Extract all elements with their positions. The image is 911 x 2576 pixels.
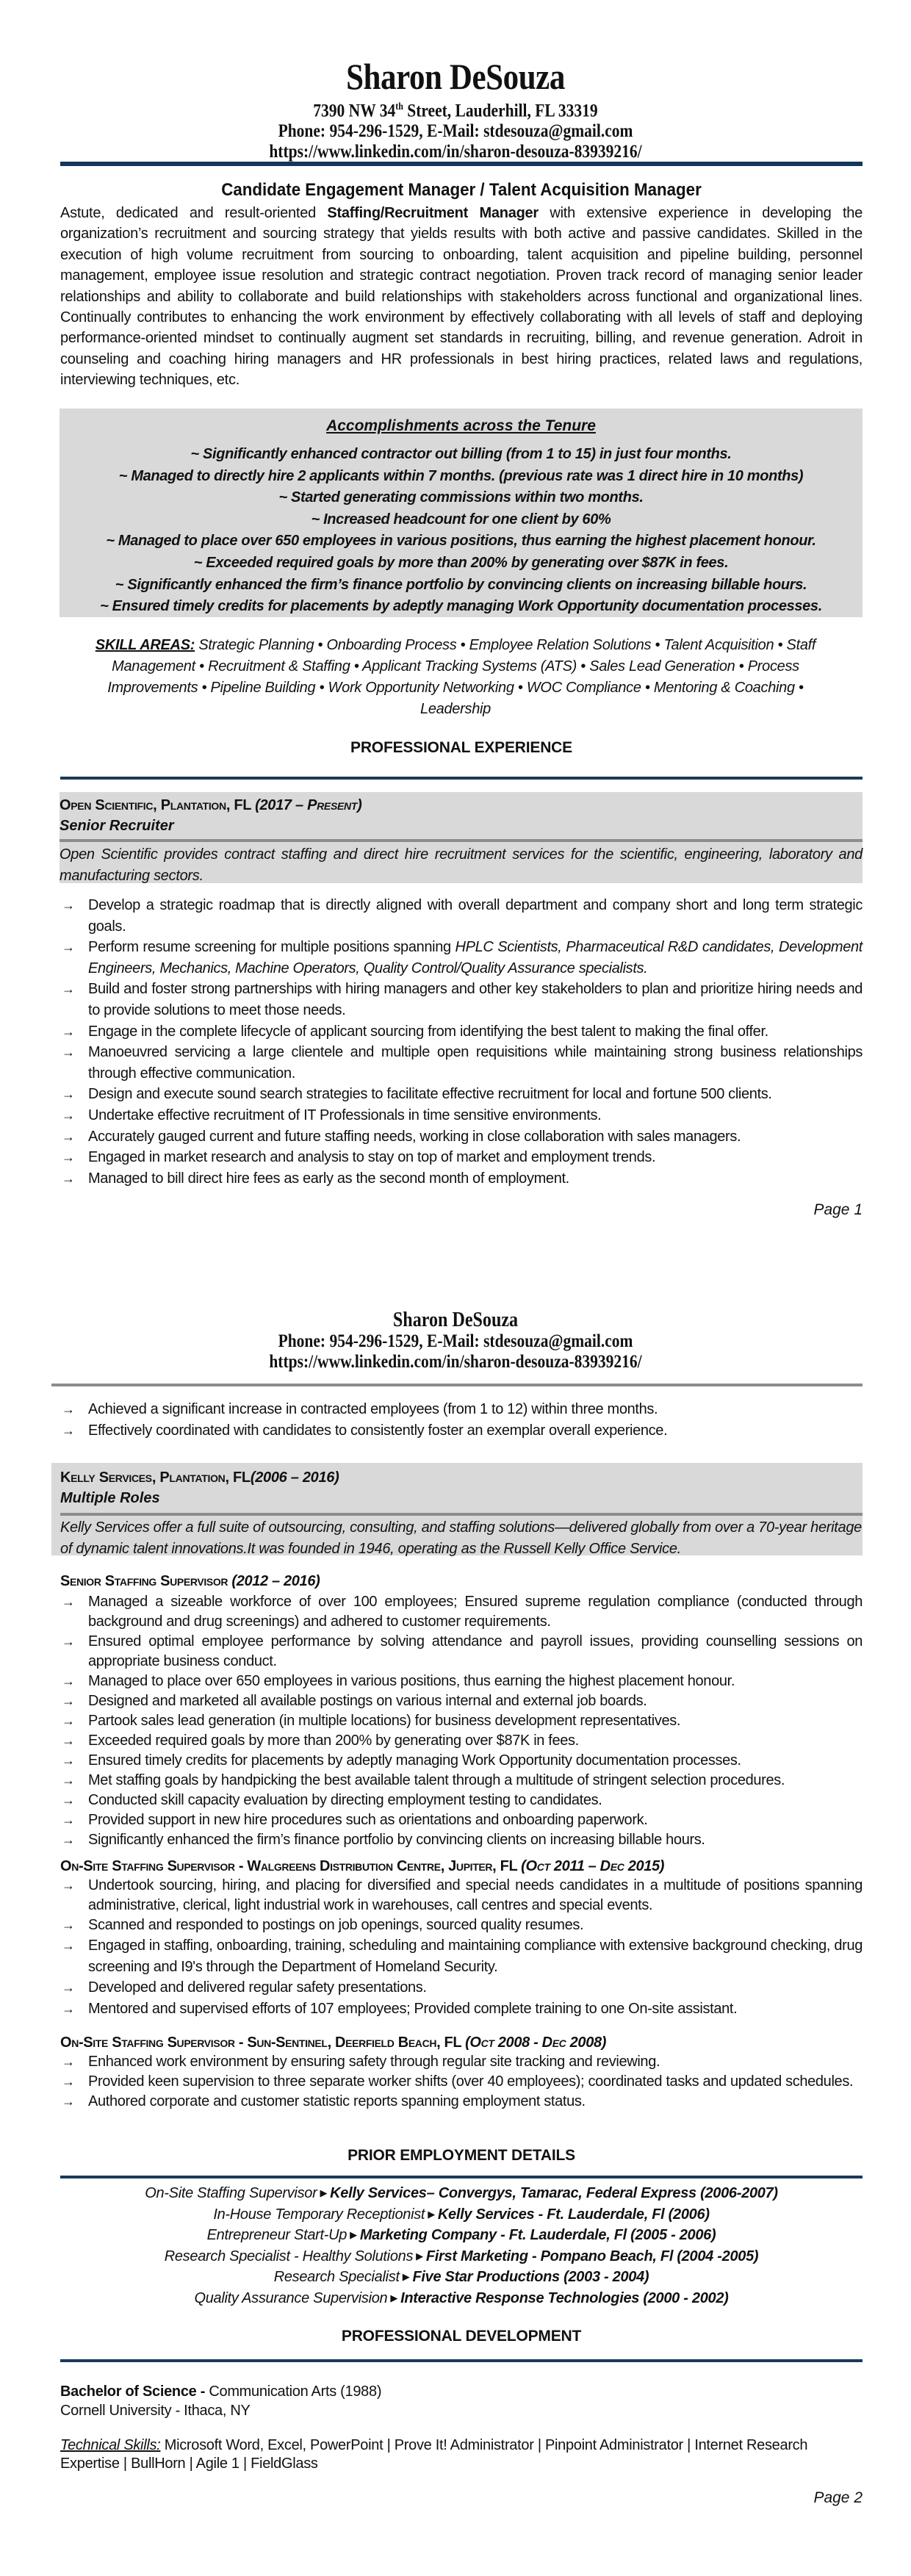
accomplishment-item: ~ Significantly enhanced contractor out billing (from 1 to 15) in just four months.: [190, 446, 732, 462]
summary-intro: Astute, dedicated and result-oriented: [60, 205, 328, 221]
header-divider: [60, 162, 863, 166]
job-divider: [60, 1513, 863, 1516]
bullet-text: Partook sales lead generation (in multiple locations) for business development representatives.: [88, 1713, 681, 1729]
arrow-icon: →: [62, 1402, 75, 1417]
prior-employment-item: [60, 2183, 863, 2204]
arrow-icon: →: [62, 982, 75, 997]
bullet-item: [60, 1876, 863, 1915]
prior-organization: First Marketing - Pompano Beach, Fl (2004 -2005): [425, 2248, 759, 2264]
arrow-icon: →: [62, 1594, 75, 1609]
job-company: [60, 795, 863, 816]
address-ordinal: th: [395, 101, 403, 112]
arrow-icon: →: [62, 1733, 75, 1748]
bullet-item: [60, 937, 863, 979]
accomplishment-item: ~ Increased headcount for one client by 60%: [311, 511, 611, 528]
bullet-item: [60, 1977, 863, 1998]
job-role: Multiple Roles: [60, 1490, 160, 1506]
technical-skills-label: Technical Skills:: [60, 2437, 161, 2453]
bullet-text: Perform resume screening for multiple positions spanning: [88, 939, 455, 956]
prior-employment-list: [60, 2183, 863, 2309]
bullet-item: [60, 1420, 863, 1442]
bullet-item: [60, 1691, 863, 1711]
role-title: Senior Staffing Supervisor: [60, 1573, 232, 1589]
bullet-text: Authored corporate and customer statistic reports spanning employment status.: [88, 2093, 586, 2109]
arrow-icon: →: [62, 1087, 75, 1102]
bullet-item: [60, 1168, 863, 1190]
accomplishments-list: [60, 444, 863, 618]
arrow-icon: →: [62, 1674, 75, 1688]
bullet-text: Engage in the complete lifecycle of applicant sourcing from identifying the best talent to making the final offer.: [88, 1023, 768, 1040]
skill-areas: [73, 635, 838, 720]
bullet-text: Exceeded required goals by more than 200% by generating over $87K in fees.: [88, 1733, 579, 1749]
bullet-text: Engaged in market research and analysis to stay on top of market and employment trends.: [88, 1149, 656, 1166]
bullet-text: Conducted skill capacity evaluation by directing employment testing to candidates.: [88, 1792, 602, 1808]
prior-organization: Marketing Company - Ft. Lauderdale, Fl (2005 - 2006): [359, 2227, 716, 2243]
arrow-icon: →: [62, 1634, 75, 1649]
arrow-icon: →: [62, 1694, 75, 1708]
triangle-right-icon: ▶: [402, 2271, 410, 2282]
degree-field: Communication Arts (1988): [209, 2383, 382, 2400]
role-title: On-Site Staffing Supervisor - Sun-Sentinel, Deerfield Beach, FL: [60, 2034, 466, 2051]
prior-role: On-Site Staffing Supervisor: [145, 2185, 317, 2201]
degree-line: [60, 2382, 863, 2401]
arrow-icon: →: [62, 940, 75, 955]
address-rest: Street, Lauderhill, FL 33319: [403, 101, 598, 121]
bullet-text: Build and foster strong partnerships with hiring managers and other key stakeholders to plan and prioritize hiring needs and to provide solutions to meet those needs.: [88, 981, 863, 1018]
bullet-text: Managed a sizeable workforce of over 100 employees; Ensured supreme regulation compliance (conducted through background and drug screenings) and adhered to customer requirements.: [88, 1594, 863, 1630]
arrow-icon: →: [62, 1793, 75, 1807]
bullet-text: Design and execute sound search strategies to facilitate effective recruitment for local and fortune 500 clients.: [88, 1086, 772, 1103]
bullet-text: Developed and delivered regular safety presentations.: [88, 1979, 427, 1996]
professional-title: Candidate Engagement Manager / Talent Acquisition Manager: [221, 180, 702, 200]
accomplishment-item: ~ Exceeded required goals by more than 200% by generating over $87K in fees.: [193, 554, 729, 571]
company-description: Open Scientific provides contract staffing and direct hire recruitment services for the scientific, engineering, laboratory and manufacturing sectors.: [60, 846, 863, 884]
technical-skills: [60, 2436, 810, 2473]
linkedin-link[interactable]: https://www.linkedin.com/in/sharon-desouza-83939216/: [269, 1352, 642, 1372]
bullet-item: [60, 1830, 863, 1850]
bullet-item: [60, 1711, 863, 1731]
bullet-item: [60, 1042, 863, 1084]
arrow-icon: →: [62, 898, 75, 913]
candidate-name: Sharon DeSouza: [392, 1309, 519, 1331]
section-divider: [60, 2359, 863, 2362]
job-company: [60, 1467, 863, 1488]
page-number: Page 1: [813, 1201, 863, 1218]
job-header-open-scientific: [60, 792, 863, 883]
arrow-icon: →: [62, 1045, 75, 1060]
arrow-icon: →: [62, 1753, 75, 1768]
technical-skills-list: Microsoft Word, Excel, PowerPoint | Prove It! Administrator | Pinpoint Administrator | Internet Research Expertise | BullHorn | Agile 1 | FieldGlass: [60, 2437, 808, 2472]
bullet-item: [60, 979, 863, 1021]
prior-employment-item: [60, 2246, 863, 2267]
arrow-icon: →: [62, 2054, 75, 2069]
triangle-right-icon: ▶: [350, 2229, 357, 2240]
section-heading-professional-development: PROFESSIONAL DEVELOPMENT: [341, 2328, 582, 2345]
education: [60, 2382, 863, 2420]
prior-role: Quality Assurance Supervision: [194, 2289, 388, 2306]
bullet-text: Significantly enhanced the firm’s finance portfolio by convincing clients on increasing billable hours.: [88, 1832, 705, 1848]
bullet-text: Enhanced work environment by ensuring safety through regular site tracking and reviewing.: [88, 2054, 660, 2070]
bullet-item: [60, 1105, 863, 1126]
bullet-text: Designed and marketed all available postings on various internal and external job boards.: [88, 1693, 647, 1709]
prior-organization: Five Star Productions (2003 - 2004): [412, 2269, 649, 2285]
arrow-icon: →: [62, 1813, 75, 1827]
section-heading-prior-employment: PRIOR EMPLOYMENT DETAILS: [348, 2147, 575, 2164]
role2-bullets: [60, 1876, 863, 2019]
accomplishment-item: ~ Started generating commissions within two months.: [278, 489, 644, 506]
bullet-item: [60, 1810, 863, 1830]
accomplishments-heading: Accomplishments across the Tenure: [326, 417, 596, 434]
bullet-text: Ensured optimal employee performance by solving attendance and payroll issues, providing counselling sessions on appropriate business conduct.: [88, 1633, 863, 1669]
accomplishment-item: ~ Significantly enhanced the firm’s finance portfolio by convincing clients on increasing billable hours.: [115, 576, 807, 593]
arrow-icon: →: [62, 2074, 75, 2089]
prior-organization: Interactive Response Technologies (2000 - 2002): [400, 2289, 729, 2306]
arrow-icon: →: [62, 2094, 75, 2109]
role-dates: (Oct 2011 – Dec 2015): [521, 1858, 665, 1874]
contact-line[interactable]: Phone: 954-296-1529, E-Mail: stdesouza@gmail.com: [278, 1331, 633, 1351]
bullet-text: Undertook sourcing, hiring, and placing for diversified and special needs candidates in a multitude of positions spanning administrative, clerical, light industrial work in warehouses, call centres and special events.: [88, 1877, 863, 1913]
prior-role: Research Specialist - Healthy Solutions: [164, 2248, 414, 2264]
section-heading-professional-experience: PROFESSIONAL EXPERIENCE: [350, 739, 572, 756]
arrow-icon: →: [62, 1918, 75, 1932]
summary-paragraph: [60, 203, 863, 391]
role-title: On-Site Staffing Supervisor - Walgreens Distribution Centre, Jupiter, FL: [60, 1858, 522, 1874]
arrow-icon: →: [62, 1980, 75, 1996]
bullet-item: [60, 1998, 863, 2020]
prior-employment-item: [60, 2204, 863, 2226]
header-divider: [51, 1384, 863, 1386]
bullet-item: [60, 1771, 863, 1791]
bullet-item: [60, 1672, 863, 1691]
bullet-item: [60, 895, 863, 937]
arrow-icon: →: [62, 1422, 75, 1438]
accomplishment-item: ~ Ensured timely credits for placements by adeptly managing Work Opportunity documentation processes.: [100, 598, 822, 615]
triangle-right-icon: ▶: [428, 2208, 435, 2220]
bullet-item: [60, 1731, 863, 1751]
role-heading: [60, 1571, 863, 1591]
bullet-item: [60, 1935, 863, 1977]
prior-role: Research Specialist: [273, 2269, 400, 2285]
contact-line[interactable]: Phone: 954-296-1529, E-Mail: stdesouza@gmail.com: [278, 121, 633, 142]
bullet-item: [60, 2052, 863, 2072]
job-role: Senior Recruiter: [60, 818, 174, 834]
arrow-icon: →: [62, 1832, 75, 1847]
company-name: Open Scientific, Plantation, FL: [60, 797, 256, 813]
arrow-icon: →: [62, 1150, 75, 1165]
bullet-item: [60, 1126, 863, 1148]
bullet-item: [60, 2072, 863, 2092]
bullet-item: [60, 1915, 863, 1935]
accomplishments-box: [60, 409, 863, 617]
job-divider: [60, 839, 863, 842]
candidate-name: Sharon DeSouza: [346, 56, 565, 97]
company-name: Kelly Services, Plantation, FL: [60, 1469, 251, 1486]
bullet-item: [60, 2092, 863, 2112]
prior-organization: Kelly Services - Ft. Lauderdale, Fl (2006): [437, 2206, 710, 2223]
section-divider: [60, 777, 863, 780]
bullet-item: [60, 1147, 863, 1168]
bullet-text: Effectively coordinated with candidates to consistently foster an exemplar overall experience.: [88, 1422, 668, 1439]
bullet-text: Develop a strategic roadmap that is directly aligned with overall department and company short and long term strategic goals.: [88, 897, 863, 935]
bullet-text: Scanned and responded to postings on job openings, sourced quality resumes.: [88, 1917, 584, 1933]
bullet-text: Mentored and supervised efforts of 107 employees; Provided complete training to one On-site assistant.: [88, 2000, 738, 2017]
prior-role: Entrepreneur Start-Up: [206, 2227, 348, 2243]
accomplishment-item: ~ Managed to place over 650 employees in various positions, thus earning the highest placement honour.: [106, 533, 816, 550]
degree-name: Bachelor of Science -: [60, 2383, 209, 2400]
arrow-icon: →: [62, 1107, 75, 1123]
address: [64, 97, 847, 121]
bullet-item: [60, 1592, 863, 1632]
role3-bullets: [60, 2052, 863, 2112]
page2-header: [0, 1309, 911, 1372]
arrow-icon: →: [62, 1878, 75, 1893]
bullet-text: Ensured timely credits for placements by adeptly managing Work Opportunity documentation processes.: [88, 1752, 741, 1769]
bullet-item: [60, 1021, 863, 1043]
summary-body: with extensive experience in developing the organization’s recruitment and sourcing strategy that yields results with both active and passive candidates. Skilled in the execution of high volume recruitment from sourcing to onboarding, talent acquisition and pipeline building, personnel management, employee issue resolution and strategic contract negotiation. Proven track record of managing senior leader relationships and ability to collaborate and build relationships with stakeholders across functional and organizational lines. Continually contributes to enhancing the work environment by effectively collaborating with all levels of staff and deploying performance-oriented mindset to continually augment set standards in recruiting, billing, and revenue generation. Adroit in counseling and coaching hiring managers and HR professionals in best hiring practices, related laws and regulations, interviewing techniques, etc.: [60, 205, 863, 389]
company-description: Kelly Services offer a full suite of outsourcing, consulting, and staffing solutions—delivered globally from over a 70-year heritage of dynamic talent innovations.It was founded in 1946, operating as the Russell Kelly Office Service.: [60, 1519, 862, 1557]
bullet-item: [60, 1399, 863, 1420]
bullet-text: Met staffing goals by handpicking the best available talent through a multitude of stringent selection procedures.: [88, 1772, 785, 1788]
arrow-icon: →: [62, 1129, 75, 1144]
bullet-text: Managed to place over 650 employees in various positions, thus earning the highest placement honour.: [88, 1673, 735, 1689]
job-dates: (2006 – 2016): [250, 1469, 339, 1486]
address-street-number: 7390 NW 34: [313, 101, 396, 121]
bullet-item: [60, 1632, 863, 1672]
job1-continued-bullets: [60, 1399, 863, 1441]
bullet-text: Accurately gauged current and future staffing needs, working in close collaboration with sales managers.: [88, 1128, 741, 1145]
bullet-text: Undertake effective recruitment of IT Professionals in time sensitive environments.: [88, 1107, 602, 1123]
bullet-italic-text: HPLC Scientists, Pharmaceutical R&D candidates, Development Engineers, Mechanics, Machine Operators, Quality Control/Quality Assurance specialists.: [88, 939, 863, 976]
role1-bullets: [60, 1592, 863, 1850]
role-dates: (2012 – 2016): [231, 1573, 320, 1589]
linkedin-link[interactable]: https://www.linkedin.com/in/sharon-desouza-83939216/: [269, 142, 642, 162]
role-heading: [60, 2032, 863, 2053]
role-dates: (Oct 2008 - Dec 2008): [465, 2034, 607, 2051]
page1-header: [0, 56, 911, 162]
bullet-item: [60, 1084, 863, 1105]
prior-role: In-House Temporary Receptionist: [213, 2206, 425, 2223]
triangle-right-icon: ▶: [320, 2187, 328, 2198]
role-heading: [60, 1856, 863, 1877]
bullet-text: Managed to bill direct hire fees as early as the second month of employment.: [88, 1170, 569, 1187]
arrow-icon: →: [62, 1773, 75, 1788]
bullet-text: Provided support in new hire procedures such as orientations and onboarding paperwork.: [88, 1812, 648, 1828]
page-number: Page 2: [813, 2489, 863, 2506]
bullet-text: Engaged in staffing, onboarding, training, scheduling and maintaining compliance with extensive background checking, drug screening and I9's through the Department of Homeland Security.: [88, 1938, 863, 1975]
bullet-text: Manoeuvred servicing a large clientele and multiple open requisitions while maintaining strong business relationships through effective communication.: [88, 1044, 863, 1082]
arrow-icon: →: [62, 1938, 75, 1953]
job-header-kelly-services: [51, 1463, 863, 1555]
school-line: Cornell University - Ithaca, NY: [60, 2403, 251, 2419]
triangle-right-icon: ▶: [416, 2250, 423, 2262]
bullet-item: [60, 1791, 863, 1810]
bullet-text: Provided keen supervision to three separate worker shifts (over 40 employees); coordinated tasks and updated schedules.: [88, 2073, 854, 2090]
accomplishment-item: ~ Managed to directly hire 2 applicants within 7 months. (previous rate was 1 direct hire in 10 months): [118, 467, 804, 484]
triangle-right-icon: ▶: [390, 2292, 398, 2303]
arrow-icon: →: [62, 1170, 75, 1186]
job-dates: (2017 – Present): [255, 797, 362, 813]
prior-organization: Kelly Services– Convergys, Tamarac, Federal Express (2006-2007): [330, 2185, 778, 2201]
arrow-icon: →: [62, 1023, 75, 1039]
prior-employment-item: [60, 2288, 863, 2309]
bullet-text: Achieved a significant increase in contracted employees (from 1 to 12) within three months.: [88, 1401, 658, 1417]
section-divider: [60, 2176, 863, 2179]
skill-areas-label: SKILL AREAS:: [95, 637, 195, 653]
arrow-icon: →: [62, 1713, 75, 1728]
bullet-item: [60, 1751, 863, 1771]
prior-employment-item: [60, 2225, 863, 2246]
job1-bullets: [60, 895, 863, 1189]
summary-highlight: Staffing/Recruitment Manager: [327, 205, 539, 221]
skill-areas-list: Strategic Planning • Onboarding Process • Employee Relation Solutions • Talent Acquisition • Staff Management • Recruitment & Staffing • Applicant Tracking Systems (ATS) • Sales Lead Generation • Process Improvements • Pipeline Building • Work Opportunity Networking • WOC Compliance • Mentoring & Coaching • Leadership: [107, 637, 816, 717]
prior-employment-item: [60, 2267, 863, 2288]
arrow-icon: →: [62, 2001, 75, 2016]
